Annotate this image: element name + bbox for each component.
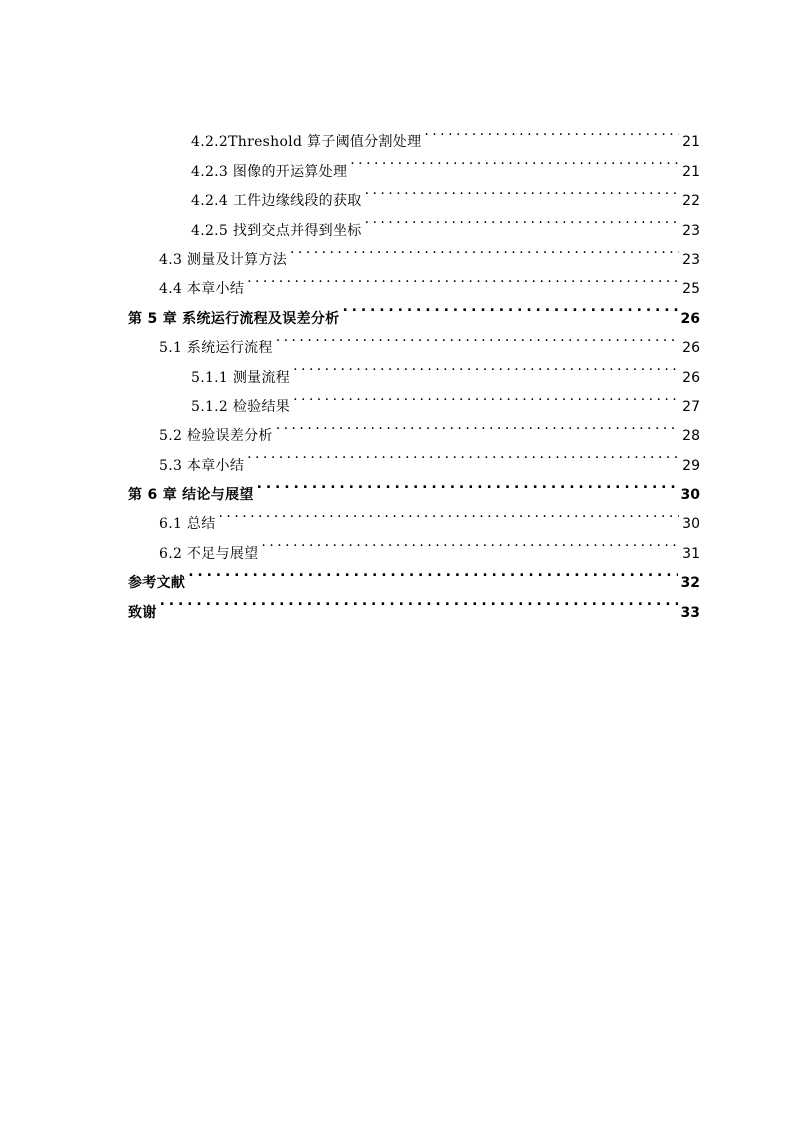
toc-entry-title: 5.3 本章小结 [159, 457, 245, 474]
toc-entry-acknowledgements[interactable] [128, 587, 700, 621]
toc-page-number: 21 [682, 134, 700, 151]
toc-entry-title: 第 5 章 系统运行流程及误差分析 [128, 310, 340, 327]
toc-dot-leader [261, 528, 679, 557]
toc-entry-title: 4.3 测量及计算方法 [159, 251, 288, 268]
toc-page-number: 26 [682, 369, 700, 386]
toc-dot-leader [276, 411, 679, 440]
toc-entry-title: 4.2.5 找到交点并得到坐标 [191, 222, 362, 239]
toc-dot-leader [342, 293, 677, 322]
toc-entry-title: 5.1.2 检验结果 [191, 398, 291, 415]
toc-page-number: 29 [682, 457, 700, 474]
toc-dot-leader [290, 235, 679, 264]
toc-dot-leader [350, 146, 679, 175]
toc-page-number: 28 [682, 428, 700, 445]
toc-dot-leader [247, 264, 679, 293]
toc-dot-leader [365, 205, 680, 234]
toc-page-number: 30 [682, 516, 700, 533]
toc-dot-leader [276, 323, 679, 352]
toc-entry-title: 5.1.1 测量流程 [191, 369, 291, 386]
toc-dot-leader [424, 117, 679, 146]
toc-page-number: 21 [682, 163, 700, 180]
toc-dot-leader [188, 558, 677, 587]
toc-entry-title: 参考文献 [128, 575, 186, 592]
toc-entry-title: 6.1 总结 [159, 516, 216, 533]
table-of-contents [128, 117, 700, 621]
toc-page-number: 32 [680, 575, 700, 592]
toc-page-number: 22 [682, 193, 700, 210]
toc-entry-title: 第 6 章 结论与展望 [128, 487, 254, 504]
toc-page-number: 27 [682, 398, 700, 415]
toc-page-number: 26 [680, 310, 700, 327]
toc-entry-title: 4.2.2Threshold 算子阈值分割处理 [191, 134, 422, 151]
toc-entry-title: 致谢 [128, 604, 157, 621]
toc-page-number: 31 [682, 545, 700, 562]
toc-page-number: 30 [680, 487, 700, 504]
toc-dot-leader [247, 440, 679, 469]
toc-entry-title: 4.4 本章小结 [159, 281, 245, 298]
toc-dot-leader [257, 470, 678, 499]
toc-page-number: 26 [682, 340, 700, 357]
toc-dot-leader [293, 352, 679, 381]
toc-entry-4-2-2[interactable] [128, 117, 700, 151]
toc-dot-leader [293, 382, 679, 411]
toc-entry-title: 4.2.4 工件边缘线段的获取 [191, 193, 362, 210]
toc-dot-leader [219, 499, 680, 528]
toc-page-number: 23 [682, 222, 700, 239]
toc-dot-leader [160, 587, 678, 616]
toc-entry-title: 4.2.3 图像的开运算处理 [191, 163, 348, 180]
toc-entry-references[interactable] [128, 558, 700, 592]
toc-page-number: 23 [682, 251, 700, 268]
toc-page-number: 33 [680, 604, 700, 621]
toc-entry-title: 6.2 不足与展望 [159, 545, 259, 562]
toc-page-number: 25 [682, 281, 700, 298]
toc-entry-title: 5.1 系统运行流程 [159, 340, 273, 357]
toc-dot-leader [365, 176, 680, 205]
toc-entry-title: 5.2 检验误差分析 [159, 428, 273, 445]
